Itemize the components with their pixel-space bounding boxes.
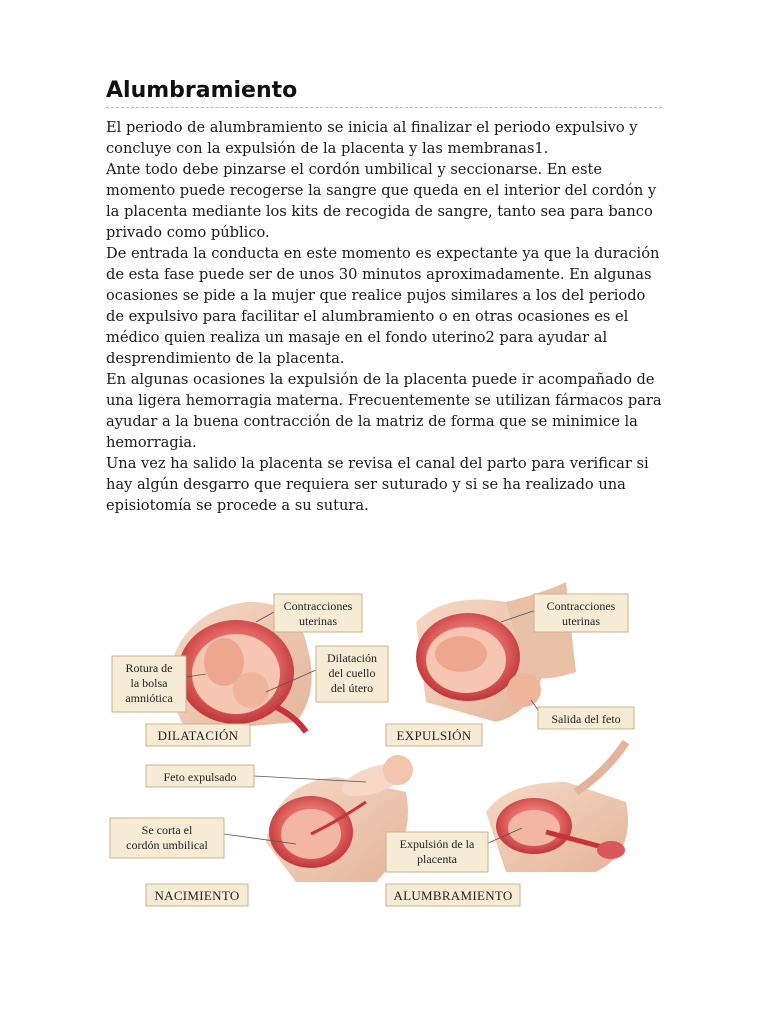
arm-silhouette bbox=[576, 742, 626, 792]
panel-nacimiento bbox=[110, 755, 413, 906]
panel-expulsion bbox=[386, 582, 634, 746]
paragraph: De entrada la conducta en este momento es expectante ya que la duración de esta fase puede ser de unos 30 minutos aproximadamente. En algunas ocasiones se pide a la mujer que realice pujos similares a los del periodo de expulsivo para facilitar el alumbramiento o en otras ocasiones es el médico quien realiza un masaje en el fondo uterino2 para ayudar al desprendimiento de la placenta. bbox=[106, 245, 660, 367]
label-uterinas-1: uterinas bbox=[299, 614, 337, 628]
label-corta-2: cordón umbilical bbox=[126, 838, 208, 852]
birth-stages-illustration bbox=[106, 582, 662, 912]
fetus-body bbox=[435, 636, 487, 672]
label-dilatacion-1: Dilatación bbox=[327, 651, 377, 665]
label-dilatacion-3: del útero bbox=[330, 681, 374, 695]
label-contracciones-2: Contracciones bbox=[546, 599, 616, 613]
label-feto-expulsado: Feto expulsado bbox=[163, 770, 237, 784]
panel-dilatacion bbox=[112, 594, 388, 746]
panel-alumbramiento bbox=[386, 742, 628, 906]
label-rotura-2: la bolsa bbox=[130, 676, 168, 690]
label-uterinas-2: uterinas bbox=[562, 614, 600, 628]
paragraph: El periodo de alumbramiento se inicia al finalizar el periodo expulsivo y concluye con la expulsión de la placenta y las membranas1. bbox=[106, 119, 638, 157]
label-corta-1: Se corta el bbox=[141, 823, 193, 837]
fetus-head bbox=[233, 672, 269, 708]
paragraph: Ante todo debe pinzarse el cordón umbilical y seccionarse. En este momento puede recogerse la sangre que queda en el interior del cordón y la placenta mediante los kits de recogida de sangre, tanto sea para banco privado como público. bbox=[106, 161, 657, 241]
stage-expulsion: EXPULSIÓN bbox=[396, 728, 472, 743]
title-divider bbox=[106, 107, 662, 108]
label-salida: Salida del feto bbox=[551, 712, 621, 726]
label-rotura-1: Rotura de bbox=[125, 661, 173, 675]
label-dilatacion-2: del cuello bbox=[328, 666, 376, 680]
stage-dilatacion: DILATACIÓN bbox=[157, 728, 239, 743]
page-title: Alumbramiento bbox=[106, 78, 298, 103]
placenta-shape bbox=[597, 841, 625, 859]
label-contracciones-1: Contracciones bbox=[283, 599, 353, 613]
label-rotura-3: amniótica bbox=[125, 691, 173, 705]
stage-alumbramiento: ALUMBRAMIENTO bbox=[393, 888, 513, 903]
label-expulsion-placenta-1: Expulsión de la bbox=[399, 837, 475, 851]
paragraph: En algunas ocasiones la expulsión de la placenta puede ir acompañado de una ligera hemorragia materna. Frecuentemente se utilizan fármacos para ayudar a la buena contracción de la matriz de forma que se minimice la hemorragia. bbox=[106, 371, 662, 451]
newborn-head bbox=[383, 755, 413, 785]
uterus-inner bbox=[508, 810, 560, 846]
body-text bbox=[106, 117, 666, 516]
fetus-head bbox=[507, 673, 541, 707]
label-expulsion-placenta-2: placenta bbox=[417, 852, 457, 866]
stage-nacimiento: NACIMIENTO bbox=[154, 888, 240, 903]
paragraph: Una vez ha salido la placenta se revisa el canal del parto para verificar si hay algún desgarro que requiera ser suturado y si se ha realizado una episiotomía se procede a su sutura. bbox=[106, 455, 649, 514]
